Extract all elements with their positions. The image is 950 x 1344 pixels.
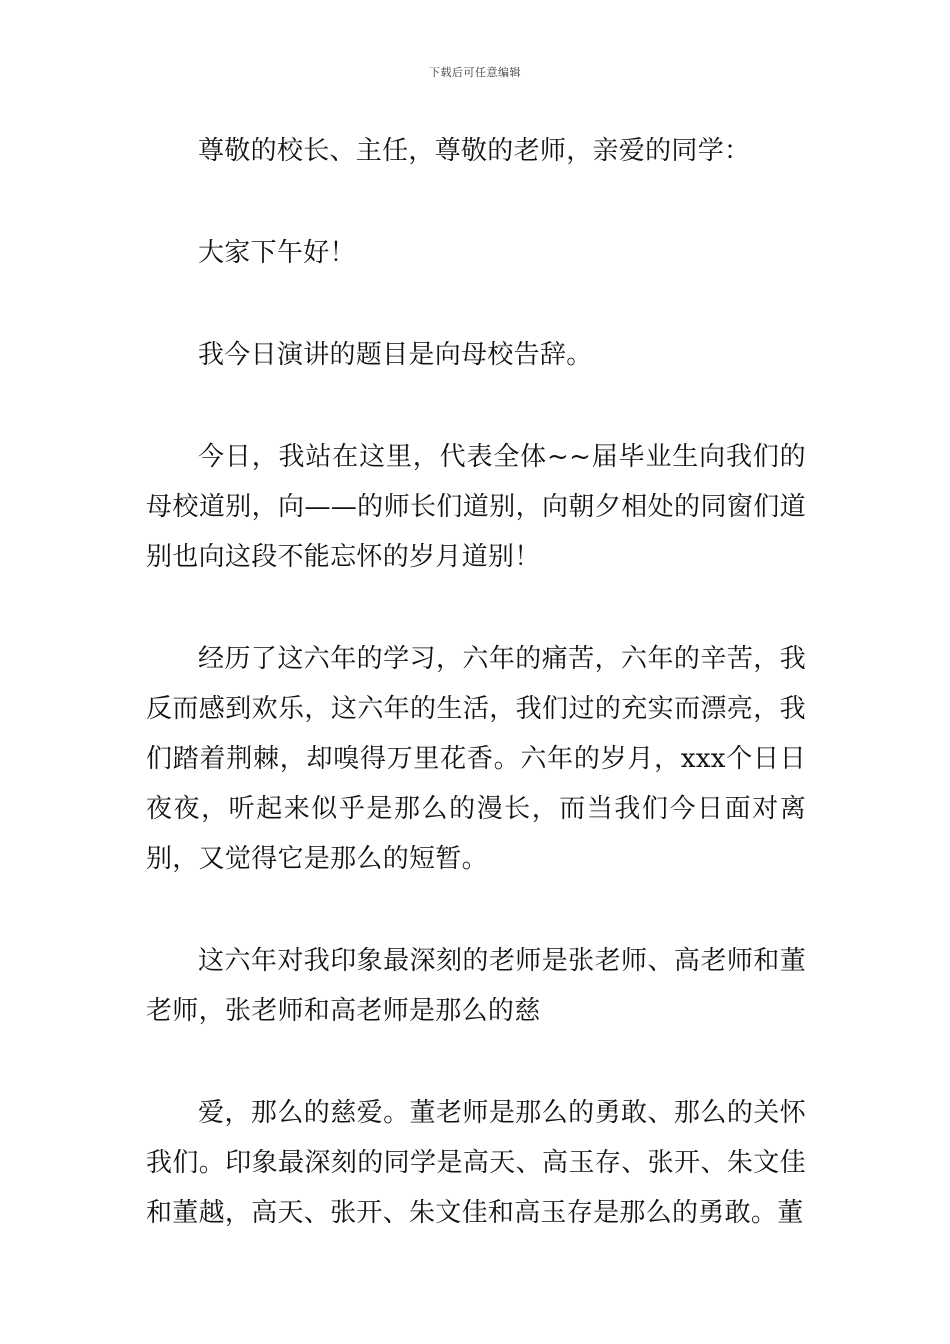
paragraph-six-years: 经历了这六年的学习，六年的痛苦，六年的辛苦，我反而感到欢乐，这六年的生活，我们过的充实而漂亮，我们踏着荆棘，却嗅得万里花香。六年的岁月，xxx个日日夜夜，听起来似乎是那么的漫长，而当我们今日面对离别，又觉得它是那么的短暂。 [146, 644, 806, 874]
document-body [146, 126, 806, 1238]
paragraph-teachers: 这六年对我印象最深刻的老师是张老师、高老师和董老师，张老师和高老师是那么的慈 [146, 946, 806, 1026]
paragraph-salutation: 大家下午好！ [198, 238, 356, 268]
page-header: 下载后可任意编辑 [429, 66, 521, 79]
paragraph-classmates: 爱，那么的慈爱。董老师是那么的勇敢、那么的关怀我们。印象最深刻的同学是高天、高玉存、张开、朱文佳和董越，高天、张开、朱文佳和高玉存是那么的勇敢。董 [146, 1098, 806, 1228]
paragraph-topic: 我今日演讲的题目是向母校告辞。 [198, 340, 593, 370]
paragraph-greeting: 尊敬的校长、主任，尊敬的老师，亲爱的同学： [198, 136, 751, 166]
paragraph-farewell: 今日，我站在这里，代表全体~~届毕业生向我们的母校道别，向——的师长们道别，向朝夕相处的同窗们道别也向这段不能忘怀的岁月道别！ [146, 442, 806, 572]
